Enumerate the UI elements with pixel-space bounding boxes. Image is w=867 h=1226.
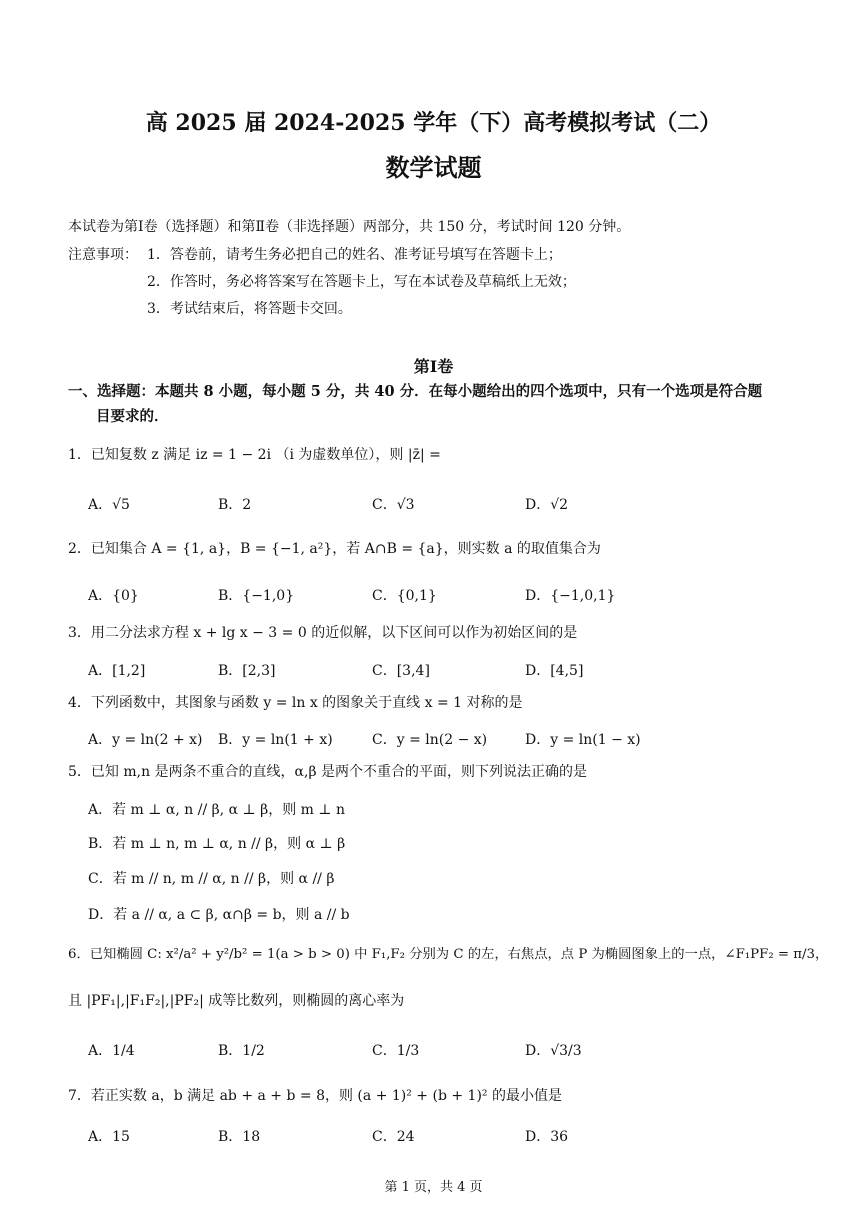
- question-5-option-d: D．若 a // α, a ⊂ β, α∩β = b，则 a // b: [88, 907, 350, 923]
- question-3-option-c: C．[3,4]: [372, 663, 430, 679]
- question-2-stem: 2．已知集合 A = {1, a}，B = {−1, a²}，若 A∩B = {a}，则实数 a 的取值集合为: [68, 541, 601, 557]
- question-4-option-b: B．y = ln(1 + x): [218, 732, 333, 748]
- question-1-option-b: B．2: [218, 497, 252, 513]
- question-6-stem-cont: 且 |PF₁|,|F₁F₂|,|PF₂| 成等比数列，则椭圆的离心率为: [68, 993, 405, 1009]
- exam-title: 高 2025 届 2024-2025 学年（下）高考模拟考试（二）: [145, 110, 722, 136]
- question-6-option-b: B．1/2: [218, 1043, 265, 1059]
- question-3-option-d: D．[4,5]: [525, 663, 584, 679]
- question-2-option-a: A．{0}: [88, 588, 139, 604]
- question-1-option-a: A．√5: [88, 497, 130, 513]
- question-4-option-a: A．y = ln(2 + x): [88, 732, 203, 748]
- question-3-stem: 3．用二分法求方程 x + lg x − 3 = 0 的近似解，以下区间可以作为初始区间的是: [68, 625, 578, 641]
- question-2-option-b: B．{−1,0}: [218, 588, 295, 604]
- question-7-option-c: C．24: [372, 1129, 415, 1145]
- question-7-option-b: B．18: [218, 1129, 261, 1145]
- part-title: 第Ⅰ卷: [413, 357, 454, 376]
- note-item-2: 2．作答时，务必将答案写在答题卡上，写在本试卷及草稿纸上无效；: [147, 274, 576, 290]
- question-6-option-c: C．1/3: [372, 1043, 420, 1059]
- question-5-option-a: A．若 m ⊥ α, n // β, α ⊥ β，则 m ⊥ n: [88, 802, 346, 818]
- question-5-option-b: B．若 m ⊥ n, m ⊥ α, n // β，则 α ⊥ β: [88, 836, 346, 852]
- question-5-option-c: C．若 m // n, m // α, n // β，则 α // β: [88, 871, 335, 887]
- question-4-option-c: C．y = ln(2 − x): [372, 732, 488, 748]
- question-3-option-b: B．[2,3]: [218, 663, 276, 679]
- question-3-option-a: A．[1,2]: [88, 663, 146, 679]
- question-6-option-a: A．1/4: [88, 1043, 135, 1059]
- note-item-3: 3．考试结束后，将答题卡交回。: [147, 301, 352, 317]
- question-1-option-d: D．√2: [525, 497, 569, 513]
- question-2-option-c: C．{0,1}: [372, 588, 437, 604]
- intro-text: 本试卷为第Ⅰ卷（选择题）和第Ⅱ卷（非选择题）两部分，共 150 分，考试时间 120 分钟。: [68, 219, 631, 235]
- question-1-option-c: C．√3: [372, 497, 415, 513]
- notes-label: 注意事项：: [68, 247, 138, 263]
- question-7-option-a: A．15: [88, 1129, 130, 1145]
- question-6-stem: 6．已知椭圆 C: x²/a² + y²/b² = 1(a > b > 0) 中 F₁,F₂ 分别为 C 的左，右焦点，点 P 为椭圆图象上的一点，∠F₁PF₂ = π/3，: [68, 947, 829, 962]
- note-item-1: 1．答卷前，请考生务必把自己的姓名、准考证号填写在答题卡上；: [147, 247, 562, 263]
- question-7-stem: 7．若正实数 a，b 满足 ab + a + b = 8，则 (a + 1)² + (b + 1)² 的最小值是: [68, 1088, 562, 1104]
- page-footer: 第 1 页，共 4 页: [384, 1180, 483, 1195]
- question-7-option-d: D．36: [525, 1129, 569, 1145]
- question-1-stem: 1．已知复数 z 满足 iz = 1 − 2i （i 为虚数单位），则 |z̄| =: [68, 447, 441, 463]
- question-6-option-d: D．√3/3: [525, 1043, 582, 1059]
- question-5-stem: 5．已知 m,n 是两条不重合的直线，α,β 是两个不重合的平面，则下列说法正确的是: [68, 764, 587, 780]
- question-2-option-d: D．{−1,0,1}: [525, 588, 616, 604]
- section-heading-line2: 目要求的．: [96, 408, 169, 425]
- exam-subtitle: 数学试题: [385, 153, 482, 182]
- question-4-option-d: D．y = ln(1 − x): [525, 732, 641, 748]
- section-heading-line1: 一、选择题：本题共 8 小题，每小题 5 分，共 40 分．在每小题给出的四个选项中，只有一个选项是符合题: [68, 383, 763, 400]
- question-4-stem: 4．下列函数中，其图象与函数 y = ln x 的图象关于直线 x = 1 对称的是: [68, 695, 523, 711]
